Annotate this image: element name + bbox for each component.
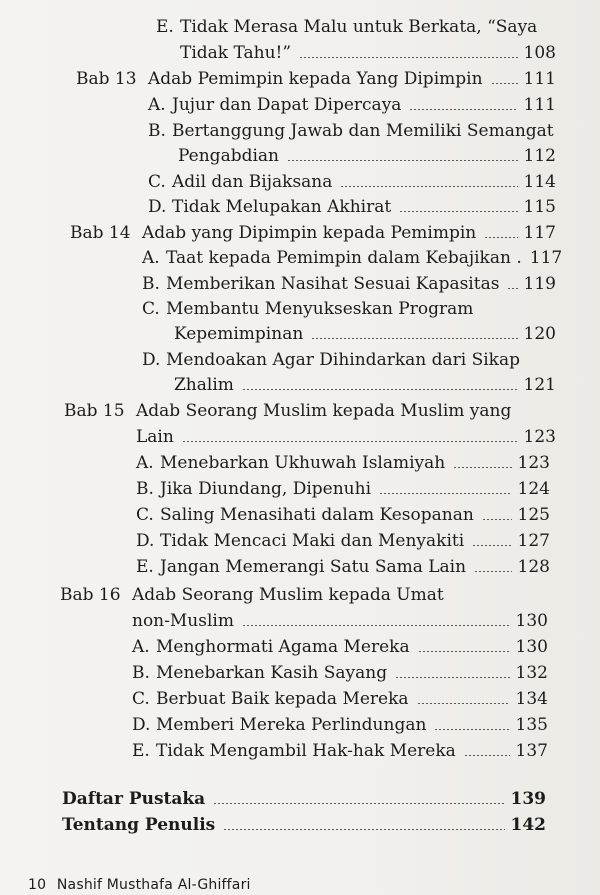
entry-title: Jika Diundang, Dipenuhi	[160, 479, 372, 499]
dot-leader	[484, 228, 517, 238]
entry-title: Tidak Merasa Malu untuk Berkata, “Saya	[180, 17, 538, 37]
dot-leader	[409, 100, 517, 110]
entry-title: Mendoakan Agar Dihindarkan dari Sikap	[166, 350, 521, 370]
back-matter-title: Tentang Penulis	[62, 815, 216, 835]
dot-leader	[472, 536, 511, 546]
entry-page: 120	[523, 324, 556, 344]
footer-author: Nashif Musthafa Al-Ghiffari	[56, 877, 251, 893]
entry-page: 130	[515, 637, 548, 657]
entry-letter: B.	[148, 121, 166, 141]
entry-page: 128	[517, 557, 550, 577]
toc-entry	[136, 556, 550, 578]
toc-chapter	[60, 584, 550, 606]
chapter-page: 130	[515, 611, 548, 631]
dot-leader	[417, 694, 510, 704]
entry-letter: C.	[136, 505, 154, 525]
entry-letter: A.	[132, 637, 150, 657]
chapter-title: Adab Seorang Muslim kepada Umat	[132, 585, 444, 605]
toc-entry	[132, 714, 548, 736]
page-footer	[28, 877, 251, 893]
toc-entry	[132, 636, 548, 658]
back-matter-title: Daftar Pustaka	[62, 789, 206, 809]
entry-letter: E.	[136, 557, 154, 577]
entry-title: Berbuat Baik kepada Mereka	[156, 689, 409, 709]
entry-title: Tidak Mengambil Hak-hak Mereka	[156, 741, 456, 761]
entry-letter: E.	[132, 741, 150, 761]
toc-back-matter	[62, 788, 546, 810]
entry-title: Tidak Mencaci Maki dan Menyakiti	[160, 531, 465, 551]
entry-title: Taat kepada Pemimpin dalam Kebajikan .	[166, 248, 522, 268]
chapter-title: Adab yang Dipimpin kepada Pemimpin	[142, 223, 477, 243]
toc-entry	[180, 42, 556, 64]
dot-leader	[223, 820, 504, 830]
dot-leader	[287, 151, 518, 161]
toc-entry	[148, 171, 556, 193]
chapter-title: Adab Seorang Muslim kepada Muslim yang	[136, 401, 512, 421]
dot-leader	[379, 484, 512, 494]
toc-chapter	[64, 400, 556, 422]
entry-page: 125	[517, 505, 550, 525]
entry-page: 108	[523, 43, 556, 63]
dot-leader	[482, 510, 512, 520]
dot-leader	[418, 642, 510, 652]
entry-letter: D.	[142, 350, 161, 370]
entry-letter: D.	[148, 197, 167, 217]
entry-page: 114	[523, 172, 556, 192]
chapter-title: Lain	[136, 427, 174, 447]
entry-page: 112	[523, 146, 556, 166]
entry-title: Zhalim	[174, 375, 234, 395]
dot-leader	[399, 202, 517, 212]
entry-page: 134	[515, 689, 548, 709]
entry-page: 119	[523, 274, 556, 294]
entry-letter: D.	[136, 531, 155, 551]
toc-entry	[142, 298, 556, 320]
entry-letter: B.	[142, 274, 160, 294]
chapter-label: Bab 15	[64, 401, 125, 421]
toc-entry	[136, 530, 550, 552]
toc-entry	[132, 688, 548, 710]
toc-entry	[142, 247, 563, 269]
entry-letter: A.	[142, 248, 160, 268]
chapter-label: Bab 14	[70, 223, 131, 243]
dot-leader	[474, 562, 511, 572]
toc-entry	[148, 120, 556, 142]
toc-entry	[174, 323, 556, 345]
chapter-title: non-Muslim	[132, 611, 234, 631]
dot-leader	[299, 48, 517, 58]
entry-letter: B.	[136, 479, 154, 499]
entry-title: Saling Menasihati dalam Kesopanan	[160, 505, 474, 525]
entry-page: 127	[517, 531, 550, 551]
chapter-label: Bab 13	[76, 69, 137, 89]
entry-letter: E.	[156, 17, 174, 37]
dot-leader	[182, 432, 518, 442]
toc-entry	[178, 145, 556, 167]
toc-entry	[132, 740, 548, 762]
chapter-page: 111	[523, 69, 556, 89]
chapter-title: Adab Pemimpin kepada Yang Dipimpin	[148, 69, 483, 89]
entry-letter: A.	[148, 95, 166, 115]
entry-title: Kepemimpinan	[174, 324, 304, 344]
back-matter-page: 142	[510, 815, 546, 835]
dot-leader	[434, 720, 509, 730]
dot-leader	[242, 380, 518, 390]
entry-letter: C.	[142, 299, 160, 319]
entry-page: 111	[523, 95, 556, 115]
entry-letter: A.	[136, 453, 154, 473]
chapter-label: Bab 16	[60, 585, 121, 605]
dot-leader	[213, 794, 504, 804]
entry-letter: D.	[132, 715, 151, 735]
entry-title: Menebarkan Ukhuwah Islamiyah	[160, 453, 446, 473]
entry-title: Pengabdian	[178, 146, 279, 166]
toc-chapter	[76, 68, 556, 90]
chapter-page: 117	[523, 223, 556, 243]
toc-entry	[136, 504, 550, 526]
toc-chapter	[70, 222, 556, 244]
entry-page: 137	[515, 741, 548, 761]
toc-entry	[148, 196, 556, 218]
back-matter-page: 139	[510, 789, 546, 809]
entry-page: 117	[529, 248, 563, 268]
toc-entry	[136, 426, 556, 448]
toc-entry	[142, 349, 556, 371]
footer-page-number: 10	[28, 877, 47, 893]
toc-back-matter	[62, 814, 546, 836]
entry-page: 124	[517, 479, 550, 499]
entry-title: Tidak Tahu!”	[180, 43, 292, 63]
dot-leader	[491, 74, 518, 84]
toc-entry	[174, 374, 556, 396]
entry-title: Jujur dan Dapat Dipercaya	[172, 95, 402, 115]
entry-title: Bertanggung Jawab dan Memiliki Semangat	[172, 121, 554, 141]
toc-entry	[148, 94, 556, 116]
dot-leader	[311, 329, 517, 339]
dot-leader	[453, 458, 511, 468]
entry-page: 121	[523, 375, 556, 395]
dot-leader	[395, 668, 509, 678]
dot-leader	[242, 616, 510, 626]
entry-title: Adil dan Bijaksana	[172, 172, 333, 192]
toc-entry	[132, 610, 548, 632]
entry-title: Membantu Menyukseskan Program	[166, 299, 474, 319]
entry-page: 135	[515, 715, 548, 735]
toc-entry	[156, 16, 556, 38]
entry-title: Jangan Memerangi Satu Sama Lain	[160, 557, 467, 577]
chapter-page: 123	[523, 427, 556, 447]
entry-page: 123	[517, 453, 550, 473]
entry-page: 132	[515, 663, 548, 683]
dot-leader	[464, 746, 510, 756]
toc-entry	[142, 273, 556, 295]
entry-title: Tidak Melupakan Akhirat	[172, 197, 392, 217]
entry-page: 115	[523, 197, 556, 217]
entry-letter: C.	[132, 689, 150, 709]
entry-title: Memberikan Nasihat Sesuai Kapasitas	[166, 274, 500, 294]
entry-title: Memberi Mereka Perlindungan	[156, 715, 427, 735]
toc-entry	[136, 478, 550, 500]
toc-entry	[136, 452, 550, 474]
entry-letter: B.	[132, 663, 150, 683]
dot-leader	[507, 279, 517, 289]
entry-letter: C.	[148, 172, 166, 192]
entry-title: Menebarkan Kasih Sayang	[156, 663, 388, 683]
dot-leader	[340, 177, 517, 187]
toc-entry	[132, 662, 548, 684]
entry-title: Menghormati Agama Mereka	[156, 637, 410, 657]
